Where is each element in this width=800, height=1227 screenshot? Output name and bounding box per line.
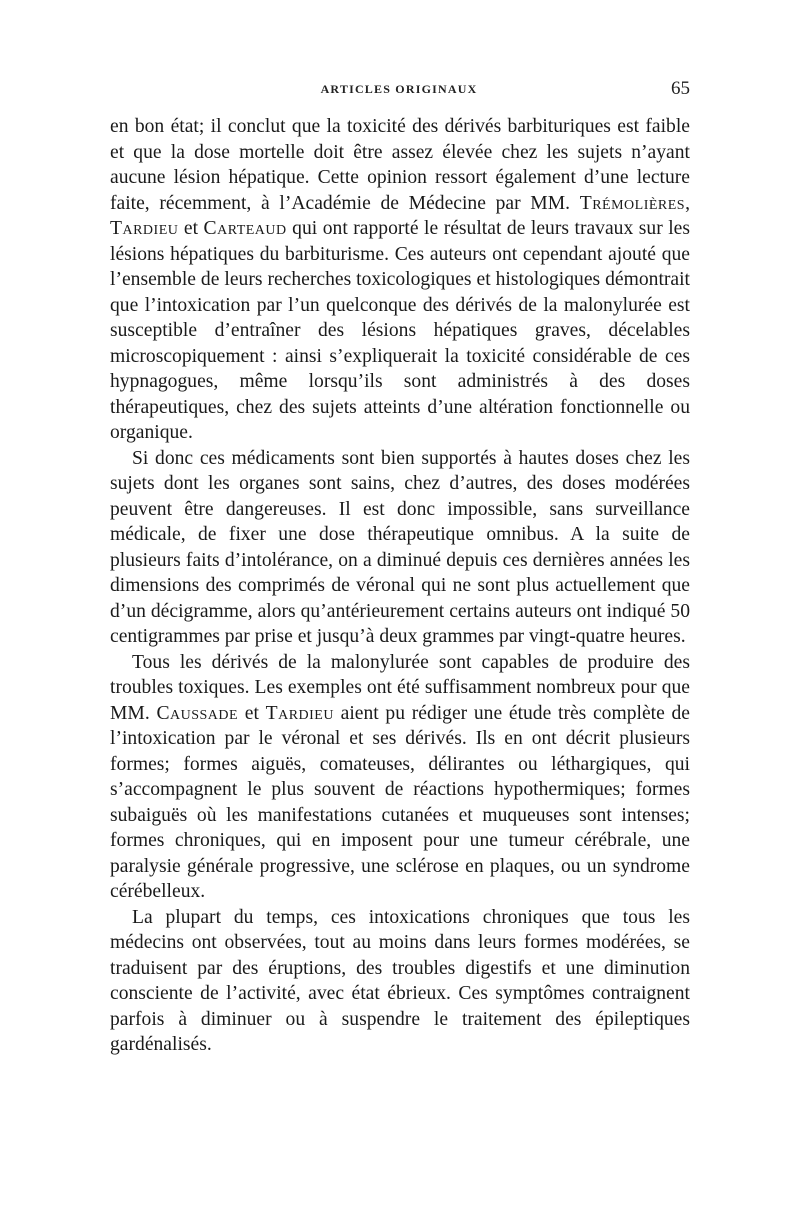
- paragraph-3-text-b: et: [238, 702, 266, 724]
- paragraph-3: [110, 650, 690, 905]
- paragraph-1-text-a: en bon état; il conclut que la toxicité des dérivés barbituriques est faible et que la dose mortelle doit être assez élevée chez les sujets n’ayant aucune lésion hépatique. Cette opinion ressort également d’une lecture faite, récemment, à l’Académie de Médecine par MM.: [110, 116, 690, 214]
- author-caussade: Caussade: [156, 702, 239, 724]
- page-header: [108, 78, 690, 102]
- paragraph-1-text-b: ,: [685, 192, 690, 214]
- paragraph-3-text-c: aient pu rédiger une étude très complète de l’intoxication par le véronal et ses dérivés. Ils en ont décrit plusieurs formes; formes aiguës, comateuses, délirantes ou léthargiques, qui s’accompagnent le plus souvent de réactions hypothermiques; formes subaiguës où les manifestations cutanées et muqueuses sont intenses; formes chroniques, qui en imposent pour une tumeur cérébrale, une paralysie générale progressive, une sclérose en plaques, ou un syndrome cérébelleux.: [110, 702, 690, 902]
- author-tremolieres: Trémolières: [579, 192, 686, 214]
- article-body: [110, 114, 690, 1058]
- paragraph-1-text-c: et: [178, 218, 204, 239]
- paragraph-3-text-a: Tous les dérivés de la malonylurée sont capables de produire des troubles toxiques. Les exemples ont été suffisamment nombreux pour que MM.: [110, 651, 690, 724]
- paragraph-1: [110, 114, 690, 446]
- author-tardieu: Tardieu: [110, 218, 179, 239]
- author-carteaud: Carteaud: [203, 218, 287, 239]
- paragraph-4: La plupart du temps, ces intoxications chroniques que tous les médecins ont observées, tout au moins dans leurs formes modérées, se traduisent par des éruptions, des troubles digestifs et une diminution consciente de l’activité, avec état ébrieux. Ces symptômes contraignent parfois à diminuer ou à suspendre le traitement des épileptiques gardénalisés.: [110, 906, 690, 1055]
- paragraph-1-text-d: qui ont rapporté le résultat de leurs travaux sur les lésions hépatiques du barbiturisme. Ces auteurs ont cependant ajouté que l’ensemble de leurs recherches toxicologiques et histologiques démontrait que l’intoxication par l’un quelconque des dérivés de la malonylurée est susceptible d’entraîner des lésions hépatiques graves, décelables microscopiquement : ainsi s’expliquerait la toxicité considérable de ces hypnagogues, même lorsqu’ils sont administrés à des doses thérapeutiques, chez des sujets atteints d’une altération fonctionnelle ou organique.: [110, 218, 690, 443]
- page-number: 65: [671, 78, 690, 99]
- author-tardieu-2: Tardieu: [265, 702, 334, 724]
- running-head: ARTICLES ORIGINAUX: [320, 82, 478, 96]
- paragraph-2: Si donc ces médicaments sont bien supportés à hautes doses chez les sujets dont les organes sont sains, chez d’autres, des doses modérées peuvent être dangereuses. Il est donc impossible, sans surveillance médicale, de fixer une dose thérapeutique omnibus. A la suite de plusieurs faits d’intolérance, on a diminué depuis ces dernières années les dimensions des comprimés de véronal qui ne sont plus actuellement que d’un décigramme, alors qu’antérieurement certains auteurs ont indiqué 50 centigrammes par prise et jusqu’à deux grammes par vingt-quatre heures.: [110, 447, 690, 647]
